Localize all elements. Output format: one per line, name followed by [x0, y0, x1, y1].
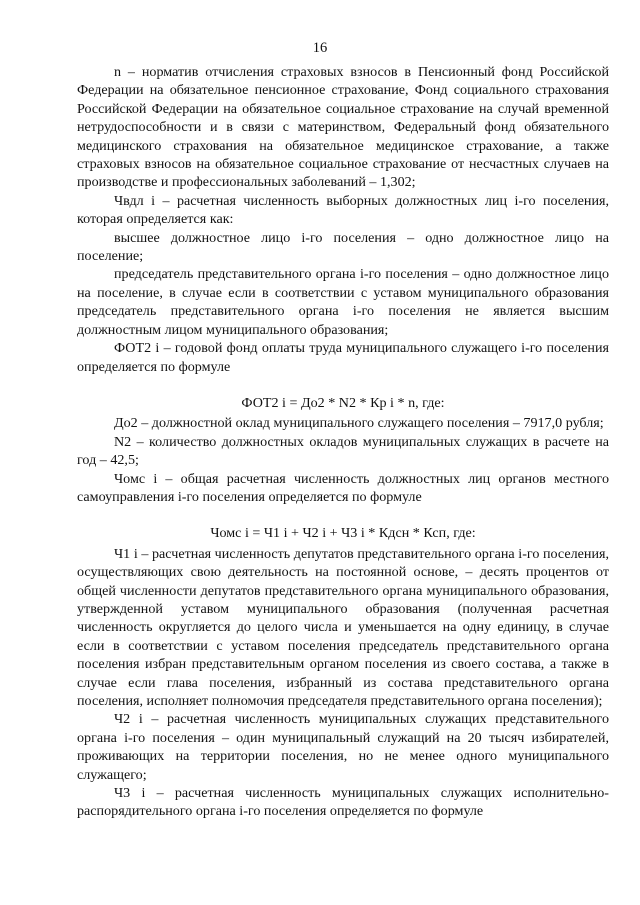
paragraph-norm-rate: n – норматив отчисления страховых взносов в Пенсионный фонд Российской Федерации на обязательное пенсионное страхование, Фонд социального страхования Российской Федерации на обязательное социальное страхование на случай временной нетрудоспособности и в связи с материнством, Федеральный фонд обязательного медицинского страхования на обязательное медицинское страхование, а также страховых взносов на обязательное социальное страхование от несчастных случаев на производстве и профессиональных заболеваний – 1,302; [77, 64, 609, 191]
formula-payroll: ФОТ2 i = До2 * N2 * Кр i * n, где: [241, 394, 445, 411]
paragraph-elected-officials: Чвдл i – расчетная численность выборных должностных лиц i-го поселения, которая определяется как: [77, 192, 609, 228]
paragraph-executive-staff: Ч3 i – расчетная численность муниципальных служащих исполнительно-распорядительного органа i-го поселения определяется по формуле [77, 785, 609, 820]
paragraph-chairman: председатель представительного органа i-го поселения – одно должностное лицо на поселение, в случае если в соответствии с уставом муниципального образования председатель представительного органа i-го поселения не является высшим должностным лицом муниципального образования; [77, 266, 609, 338]
paragraph-total-staff: Чомс i – общая расчетная численность должностных лиц органов местного самоуправления i-го поселения определяется по формуле [77, 470, 609, 505]
paragraph-representative-staff: Ч2 i – расчетная численность муниципальных служащих представительного органа i-го поселения – один муниципальный служащий на 20 тысяч избирателей, проживающих на территории поселения, но не менее одного муниципального служащего; [77, 711, 609, 783]
formula-total-staff: Чомс i = Ч1 i + Ч2 i + Ч3 i * Кдсн * Ксп, где: [210, 525, 476, 542]
paragraph-deputies: Ч1 i – расчетная численность депутатов представительного органа i-го поселения, осуществляющих свою деятельность на постоянной основе, – десять процентов от общей численности депутатов представительного органа муниципального образования, утвержденной уставом муниципального образования (полученная расчетная численность округляется до целого числа и уменьшается на одну единицу, в случае если в соответствии с уставом поселения председатель представительного органа поселения избран представительным органом поселения из своего состава, а также в случае если глава поселения, избранный из состава представительного органа поселения, исполняет полномочия председателя представительного органа поселения); [77, 545, 609, 709]
paragraph-salary: До2 – должностной оклад муниципального служащего поселения – 7917,0 рубля; [114, 415, 604, 432]
page-number: 16 [312, 40, 328, 56]
paragraph-salary-count: N2 – количество должностных окладов муниципальных служащих в расчете на год – 42,5; [77, 433, 609, 469]
paragraph-payroll-fund: ФОТ2 i – годовой фонд оплаты труда муниципального служащего i-го поселения определяется по формуле [77, 340, 609, 375]
document-body [77, 63, 609, 821]
paragraph-head-official: высшее должностное лицо i-го поселения – одно должностное лицо на поселение; [77, 229, 609, 265]
